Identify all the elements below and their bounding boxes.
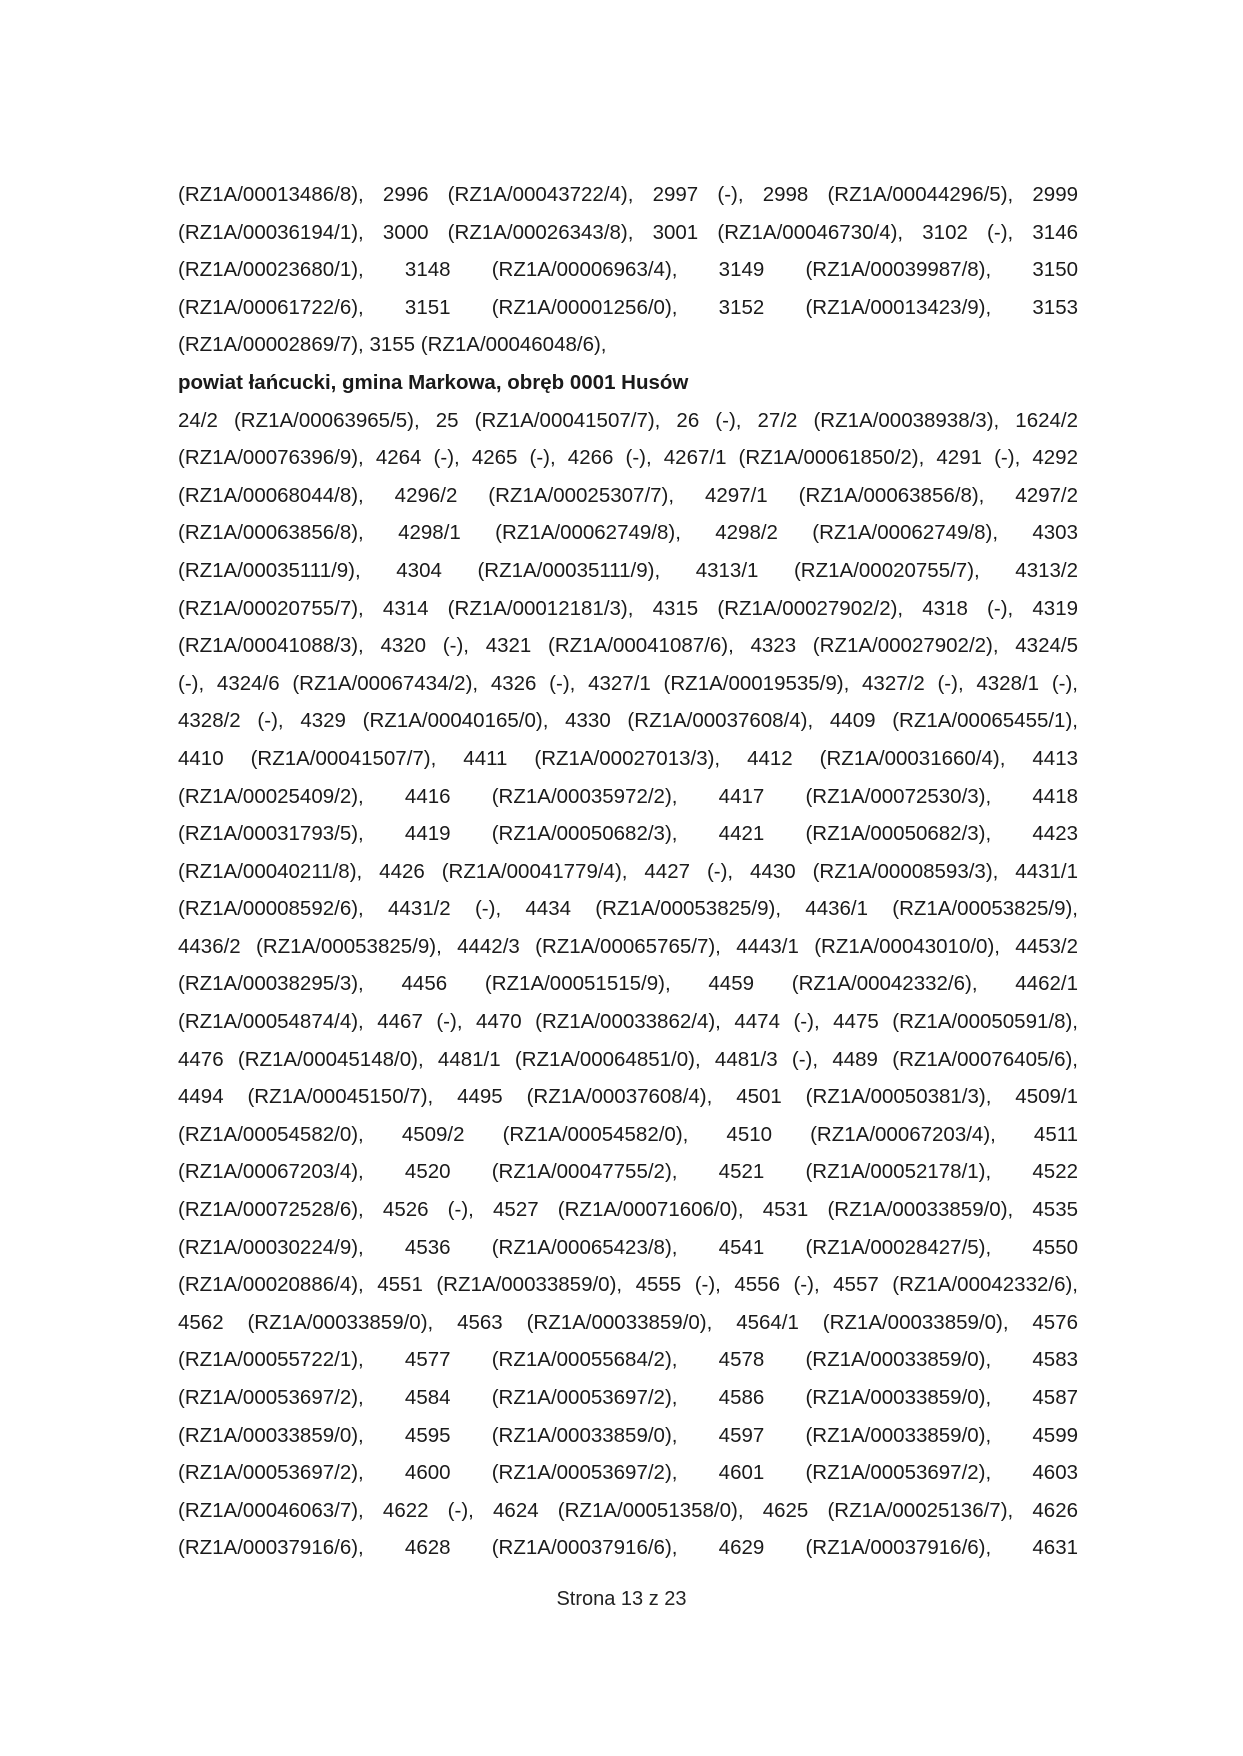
text-line: (RZ1A/00023680/1), 3148 (RZ1A/00006963/4), 3149 (RZ1A/00039987/8), 3150 — [178, 258, 1078, 282]
text-line: (RZ1A/00020886/4), 4551 (RZ1A/00033859/0), 4555 (-), 4556 (-), 4557 (RZ1A/00042332/6), — [178, 1273, 1078, 1297]
text-line: (RZ1A/00072528/6), 4526 (-), 4527 (RZ1A/00071606/0), 4531 (RZ1A/00033859/0), 4535 — [178, 1198, 1078, 1222]
text-line: (RZ1A/00046063/7), 4622 (-), 4624 (RZ1A/00051358/0), 4625 (RZ1A/00025136/7), 4626 — [178, 1498, 1078, 1522]
text-line: (RZ1A/00061722/6), 3151 (RZ1A/00001256/0), 3152 (RZ1A/00013423/9), 3153 — [178, 295, 1078, 319]
text-line: (RZ1A/00038295/3), 4456 (RZ1A/00051515/9), 4459 (RZ1A/00042332/6), 4462/1 — [178, 972, 1078, 996]
text-line: 4436/2 (RZ1A/00053825/9), 4442/3 (RZ1A/00065765/7), 4443/1 (RZ1A/00043010/0), 4453/2 — [178, 934, 1078, 958]
page-number-footer: Strona 13 z 23 — [556, 1588, 687, 1610]
text-line: (-), 4324/6 (RZ1A/00067434/2), 4326 (-), 4327/1 (RZ1A/00019535/9), 4327/2 (-), 4328/1 (-), — [178, 671, 1078, 695]
text-line: 24/2 (RZ1A/00063965/5), 25 (RZ1A/00041507/7), 26 (-), 27/2 (RZ1A/00038938/3), 1624/2 — [178, 408, 1078, 432]
text-line: (RZ1A/00025409/2), 4416 (RZ1A/00035972/2), 4417 (RZ1A/00072530/3), 4418 — [178, 784, 1078, 808]
text-line: (RZ1A/00033859/0), 4595 (RZ1A/00033859/0), 4597 (RZ1A/00033859/0), 4599 — [178, 1423, 1078, 1447]
text-line: (RZ1A/00054582/0), 4509/2 (RZ1A/00054582/0), 4510 (RZ1A/00067203/4), 4511 — [178, 1122, 1078, 1146]
text-line: (RZ1A/00020755/7), 4314 (RZ1A/00012181/3), 4315 (RZ1A/00027902/2), 4318 (-), 4319 — [178, 596, 1078, 620]
paragraph-before-heading — [178, 176, 1078, 364]
text-line: (RZ1A/00041088/3), 4320 (-), 4321 (RZ1A/00041087/6), 4323 (RZ1A/00027902/2), 4324/5 — [178, 634, 1078, 658]
text-line: (RZ1A/00068044/8), 4296/2 (RZ1A/00025307/7), 4297/1 (RZ1A/00063856/8), 4297/2 — [178, 483, 1078, 507]
text-line: (RZ1A/00067203/4), 4520 (RZ1A/00047755/2), 4521 (RZ1A/00052178/1), 4522 — [178, 1160, 1078, 1184]
text-line: (RZ1A/00037916/6), 4628 (RZ1A/00037916/6), 4629 (RZ1A/00037916/6), 4631 — [178, 1536, 1078, 1560]
text-line: (RZ1A/00053697/2), 4600 (RZ1A/00053697/2), 4601 (RZ1A/00053697/2), 4603 — [178, 1461, 1078, 1485]
section-heading: powiat łańcucki, gmina Markowa, obręb 0001 Husów — [178, 370, 689, 394]
text-line: 4494 (RZ1A/00045150/7), 4495 (RZ1A/00037608/4), 4501 (RZ1A/00050381/3), 4509/1 — [178, 1085, 1078, 1109]
text-line: 4328/2 (-), 4329 (RZ1A/00040165/0), 4330 (RZ1A/00037608/4), 4409 (RZ1A/00065455/1), — [178, 709, 1078, 733]
text-line: (RZ1A/00040211/8), 4426 (RZ1A/00041779/4), 4427 (-), 4430 (RZ1A/00008593/3), 4431/1 — [178, 859, 1078, 883]
text-line: (RZ1A/00030224/9), 4536 (RZ1A/00065423/8), 4541 (RZ1A/00028427/5), 4550 — [178, 1235, 1078, 1259]
text-line: (RZ1A/00053697/2), 4584 (RZ1A/00053697/2), 4586 (RZ1A/00033859/0), 4587 — [178, 1386, 1078, 1409]
text-line: (RZ1A/00054874/4), 4467 (-), 4470 (RZ1A/00033862/4), 4474 (-), 4475 (RZ1A/00050591/8), — [178, 1010, 1078, 1034]
text-line: (RZ1A/00055722/1), 4577 (RZ1A/00055684/2), 4578 (RZ1A/00033859/0), 4583 — [178, 1348, 1078, 1372]
text-line: (RZ1A/00035111/9), 4304 (RZ1A/00035111/9), 4313/1 (RZ1A/00020755/7), 4313/2 — [178, 558, 1078, 582]
text-line: (RZ1A/00002869/7), 3155 (RZ1A/00046048/6), — [178, 333, 607, 357]
text-line: (RZ1A/00008592/6), 4431/2 (-), 4434 (RZ1A/00053825/9), 4436/1 (RZ1A/00053825/9), — [178, 897, 1078, 921]
text-line: (RZ1A/00013486/8), 2996 (RZ1A/00043722/4), 2997 (-), 2998 (RZ1A/00044296/5), 2999 — [178, 183, 1078, 206]
text-line: (RZ1A/00063856/8), 4298/1 (RZ1A/00062749/8), 4298/2 (RZ1A/00062749/8), 4303 — [178, 521, 1078, 545]
text-line: (RZ1A/00031793/5), 4419 (RZ1A/00050682/3), 4421 (RZ1A/00050682/3), 4423 — [178, 822, 1078, 846]
paragraph-after-heading — [178, 402, 1078, 1567]
text-line: 4562 (RZ1A/00033859/0), 4563 (RZ1A/00033859/0), 4564/1 (RZ1A/00033859/0), 4576 — [178, 1310, 1078, 1334]
text-line: (RZ1A/00036194/1), 3000 (RZ1A/00026343/8), 3001 (RZ1A/00046730/4), 3102 (-), 3146 — [178, 220, 1078, 244]
text-line: 4410 (RZ1A/00041507/7), 4411 (RZ1A/00027013/3), 4412 (RZ1A/00031660/4), 4413 — [178, 746, 1078, 770]
text-line: (RZ1A/00076396/9), 4264 (-), 4265 (-), 4266 (-), 4267/1 (RZ1A/00061850/2), 4291 (-), 4292 — [178, 446, 1078, 470]
text-line: 4476 (RZ1A/00045148/0), 4481/1 (RZ1A/00064851/0), 4481/3 (-), 4489 (RZ1A/00076405/6), — [178, 1047, 1078, 1071]
body-text — [178, 176, 1078, 1567]
